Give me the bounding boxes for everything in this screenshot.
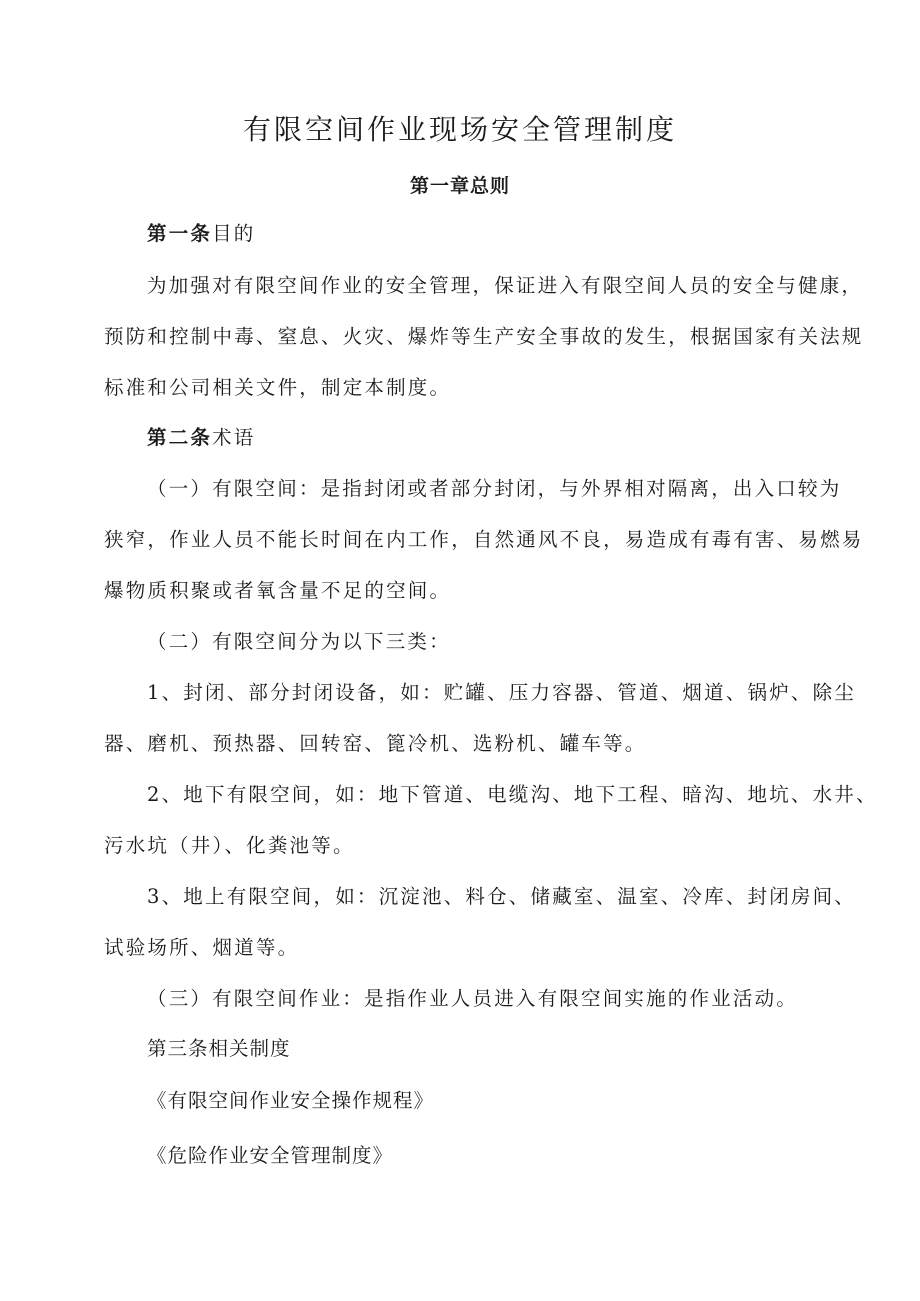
regulation-item: 《危险作业安全管理制度》 (147, 1144, 394, 1167)
article-1-title: 目的 (212, 222, 256, 245)
article-1-label: 第一条 (147, 222, 213, 245)
paragraph-line: 试验场所、烟道等。 (104, 936, 300, 959)
paragraph-line: 标准和公司相关文件，制定本制度。 (104, 376, 452, 399)
paragraph-line: 3、地上有限空间，如：沉淀池、料仓、储藏室、温室、冷库、封闭房间、 (147, 885, 857, 908)
paragraph-line: 狭窄，作业人员不能长时间在内工作，自然通风不良，易造成有毒有害、易燃易 (104, 528, 864, 551)
article-3-heading: 第三条相关制度 (147, 1037, 291, 1060)
paragraph-line: 爆物质积聚或者氧含量不足的空间。 (104, 579, 452, 602)
paragraph-line: （三）有限空间作业：是指作业人员进入有限空间实施的作业活动。 (147, 987, 799, 1010)
document-title: 有限空间作业现场安全管理制度 (242, 113, 677, 146)
chapter-heading: 第一章总则 (409, 175, 510, 197)
paragraph-line: 器、磨机、预热器、回转窑、篦冷机、选粉机、罐车等。 (104, 732, 647, 755)
paragraph-line: 污水坑（井）、化粪池等。 (104, 834, 355, 857)
paragraph-line: 2、地下有限空间，如：地下管道、电缆沟、地下工程、暗沟、地坑、水井、 (147, 783, 878, 806)
paragraph-line: 为加强对有限空间作业的安全管理，保证进入有限空间人员的安全与健康， (147, 274, 864, 297)
paragraph-line: （一）有限空间：是指封闭或者部分封闭，与外界相对隔离，出入口较为 (147, 477, 842, 500)
article-2-title: 术语 (212, 426, 256, 449)
paragraph-line: （二）有限空间分为以下三类： (147, 630, 451, 653)
article-2-label: 第二条 (147, 426, 213, 449)
article-2-heading (147, 422, 256, 450)
paragraph-line: 预防和控制中毒、窒息、火灾、爆炸等生产安全事故的发生，根据国家有关法规 (104, 325, 864, 348)
article-1-heading (147, 218, 256, 246)
regulation-item: 《有限空间作业安全操作规程》 (147, 1089, 435, 1112)
paragraph-line: 1、封闭、部分封闭设备，如：贮罐、压力容器、管道、烟道、锅炉、除尘 (147, 681, 857, 704)
